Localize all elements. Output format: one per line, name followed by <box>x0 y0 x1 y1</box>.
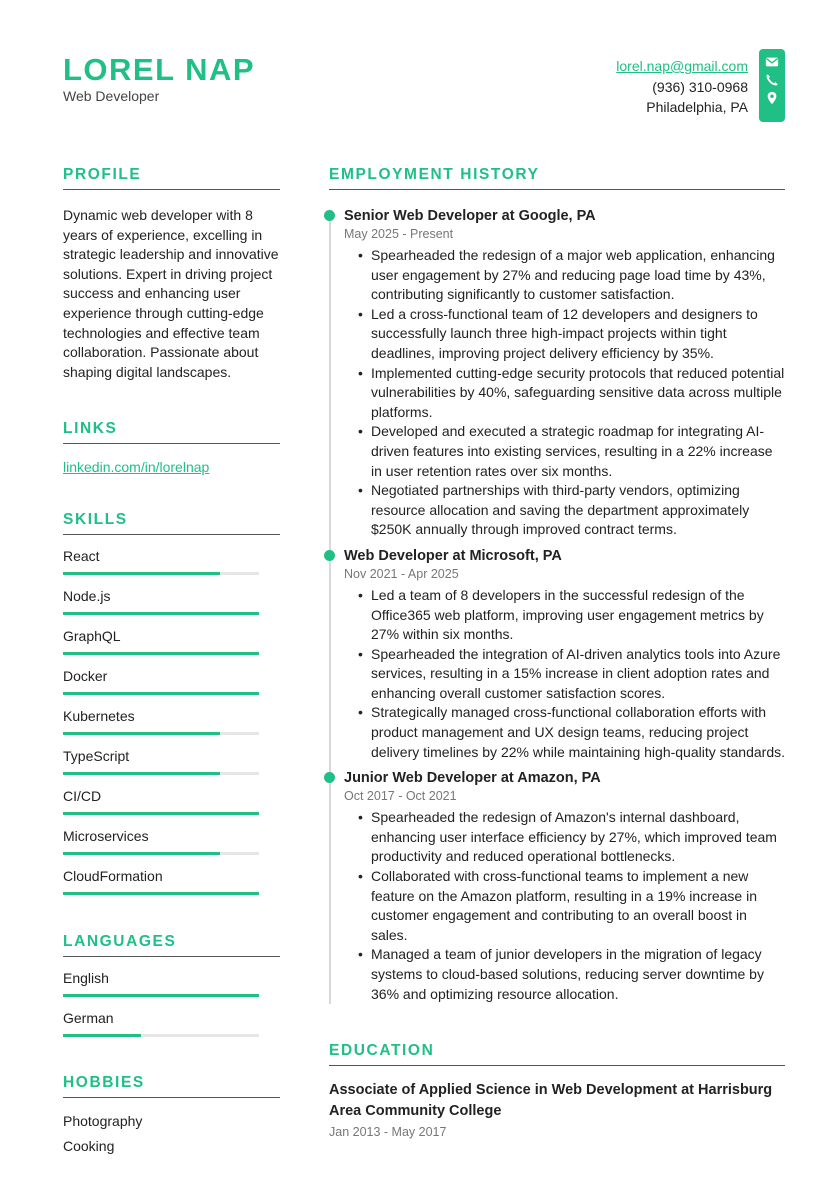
skill-item-name: Kubernetes <box>63 708 135 725</box>
job-bullets <box>344 246 785 540</box>
skill-item <box>63 627 280 655</box>
skill-item-level-fill <box>63 732 220 735</box>
hobby-item: Cooking <box>63 1137 115 1154</box>
employment-timeline <box>329 206 785 1004</box>
skill-item-name: TypeScript <box>63 748 130 765</box>
job-entry <box>329 546 785 762</box>
skill-item-level-fill <box>63 692 259 695</box>
languages-section <box>63 933 280 1037</box>
timeline-dot <box>324 772 335 783</box>
skill-item <box>63 587 280 615</box>
section-title-profile: PROFILE <box>63 166 280 190</box>
job-bullets <box>344 808 785 1004</box>
education-date: Jan 2013 - May 2017 <box>329 1125 447 1139</box>
job-bullet: • Led a team of 8 developers in the successful redesign of the Office365 web platform, improving user engagement metrics by 27% within six months. <box>358 586 785 645</box>
job-bullet: • Managed a team of junior developers in the migration of legacy systems to cloud-based solutions, reducing server downtime by 36% and optimizing resource allocation. <box>358 945 785 1004</box>
language-item-level-fill <box>63 1034 141 1037</box>
section-title-employment: EMPLOYMENT HISTORY <box>329 166 785 190</box>
section-title-hobbies: HOBBIES <box>63 1074 280 1098</box>
skill-item-level-bar <box>63 892 259 895</box>
skill-item-level-bar <box>63 732 259 735</box>
job-date: Nov 2021 - Apr 2025 <box>344 566 459 581</box>
timeline-dot <box>324 550 335 561</box>
section-title-languages: LANGUAGES <box>63 933 280 957</box>
skill-item-level-bar <box>63 652 259 655</box>
job-title: Junior Web Developer at Amazon, PA <box>344 770 601 787</box>
education-degree: Associate of Applied Science in Web Development at Harrisburg Area Community College <box>329 1082 773 1119</box>
language-item <box>63 969 280 997</box>
job-bullet: • Strategically managed cross-functional collaboration efforts with product management and UX design teams, reducing project delivery timelines by 22% while maintaining high-quality standards. <box>358 703 785 762</box>
section-title-links: LINKS <box>63 420 280 444</box>
skill-item <box>63 707 280 735</box>
skills-list <box>63 547 280 895</box>
skill-item-level-fill <box>63 572 220 575</box>
timeline-dot <box>324 210 335 221</box>
language-item-level-fill <box>63 994 259 997</box>
job-bullet: • Led a cross-functional team of 12 developers and designers to successfully launch three high-impact projects within tight deadlines, improving project delivery efficiency by 35%. <box>358 305 785 364</box>
job-bullet: • Developed and executed a strategic roadmap for integrating AI-driven features into existing services, resulting in a 22% increase in user retention rates over six months. <box>358 422 785 481</box>
right-column <box>329 166 785 1004</box>
job-title: Web Developer at Microsoft, PA <box>344 547 562 564</box>
skill-item-level-bar <box>63 572 259 575</box>
skill-item <box>63 867 280 895</box>
education-section <box>329 1042 785 1140</box>
skill-item-level-bar <box>63 772 259 775</box>
left-column <box>63 166 280 1158</box>
skill-item-name: GraphQL <box>63 628 121 645</box>
skill-item-name: Microservices <box>63 828 149 845</box>
skill-item <box>63 747 280 775</box>
skill-item-level-fill <box>63 812 259 815</box>
job-title: Senior Web Developer at Google, PA <box>344 208 596 224</box>
language-item-level-bar <box>63 1034 259 1037</box>
skill-item <box>63 547 280 575</box>
skill-item-level-fill <box>63 852 220 855</box>
skill-item-level-bar <box>63 812 259 815</box>
contact-icon-bar <box>759 49 785 122</box>
candidate-role: Web Developer <box>63 88 160 104</box>
profile-text: Dynamic web developer with 8 years of experience, excelling in strategic leadership and innovative solutions. Expert in driving project success and enhancing user experience through cutting-edge technologies and effective team collaboration. Passionate about shaping digital landscapes. <box>63 207 279 380</box>
language-item-name: German <box>63 1010 114 1027</box>
job-bullet: • Negotiated partnerships with third-party vendors, optimizing resource allocation and saving the department approximately $250K annually through improved contract terms. <box>358 481 785 540</box>
language-item <box>63 1009 280 1037</box>
skill-item-level-fill <box>63 612 259 615</box>
skills-section <box>63 511 280 895</box>
job-bullet: • Implemented cutting-edge security protocols that reduced potential vulnerabilities by 40%, safeguarding sensitive data across multiple platforms. <box>358 364 785 423</box>
job-date: Oct 2017 - Oct 2021 <box>344 789 457 804</box>
skill-item <box>63 787 280 815</box>
hobbies-list <box>63 1109 280 1158</box>
profile-section <box>63 166 280 382</box>
section-title-skills: SKILLS <box>63 511 280 535</box>
skill-item-level-fill <box>63 652 259 655</box>
job-entry <box>329 206 785 540</box>
job-bullet: • Collaborated with cross-functional teams to implement a new feature on the Amazon platform, resulting in a 19% increase in customer engagement and contributing to an overall boost in sales. <box>358 867 785 945</box>
phone-icon <box>765 73 779 87</box>
skill-item-level-bar <box>63 612 259 615</box>
skill-item-name: React <box>63 548 100 565</box>
skill-item-level-fill <box>63 892 259 895</box>
skill-item-name: Docker <box>63 668 108 685</box>
job-bullet: • Spearheaded the redesign of Amazon's internal dashboard, enhancing user interface efficiency by 27%, which improved team productivity and reduced operational bottlenecks. <box>358 808 785 867</box>
languages-list <box>63 969 280 1037</box>
language-item-level-bar <box>63 994 259 997</box>
job-bullet: • Spearheaded the redesign of a major web application, enhancing user engagement by 27% and reducing page load time by 43%, contributing significantly to customer satisfaction. <box>358 246 785 305</box>
skill-item-name: CI/CD <box>63 788 102 805</box>
hobbies-section <box>63 1074 280 1158</box>
language-item-name: English <box>63 970 109 987</box>
contact-block <box>616 56 748 118</box>
skill-item-name: Node.js <box>63 588 111 605</box>
job-date: May 2025 - Present <box>344 227 454 241</box>
skill-item-level-bar <box>63 852 259 855</box>
skill-item <box>63 667 280 695</box>
location-text: Philadelphia, PA <box>646 99 748 115</box>
skill-item-level-fill <box>63 772 220 775</box>
skill-item-level-bar <box>63 692 259 695</box>
email-link[interactable]: lorel.nap@gmail.com <box>616 58 748 74</box>
skill-item-name: CloudFormation <box>63 868 163 885</box>
skill-item <box>63 827 280 855</box>
linkedin-link[interactable]: linkedin.com/in/lorelnap <box>63 459 210 476</box>
job-entry <box>329 768 785 1004</box>
links-section <box>63 420 280 475</box>
envelope-icon <box>765 55 779 69</box>
section-title-education: EDUCATION <box>329 1042 785 1066</box>
candidate-name: LOREL NAP <box>63 52 256 87</box>
job-bullets <box>344 586 785 762</box>
location-pin-icon <box>765 91 779 105</box>
phone-text: (936) 310-0968 <box>652 78 748 95</box>
job-bullet: • Spearheaded the integration of AI-driven analytics tools into Azure services, resulting in a 15% increase in client adoption rates and enhancing overall customer satisfaction scores. <box>358 645 785 704</box>
hobby-item: Photography <box>63 1113 143 1130</box>
